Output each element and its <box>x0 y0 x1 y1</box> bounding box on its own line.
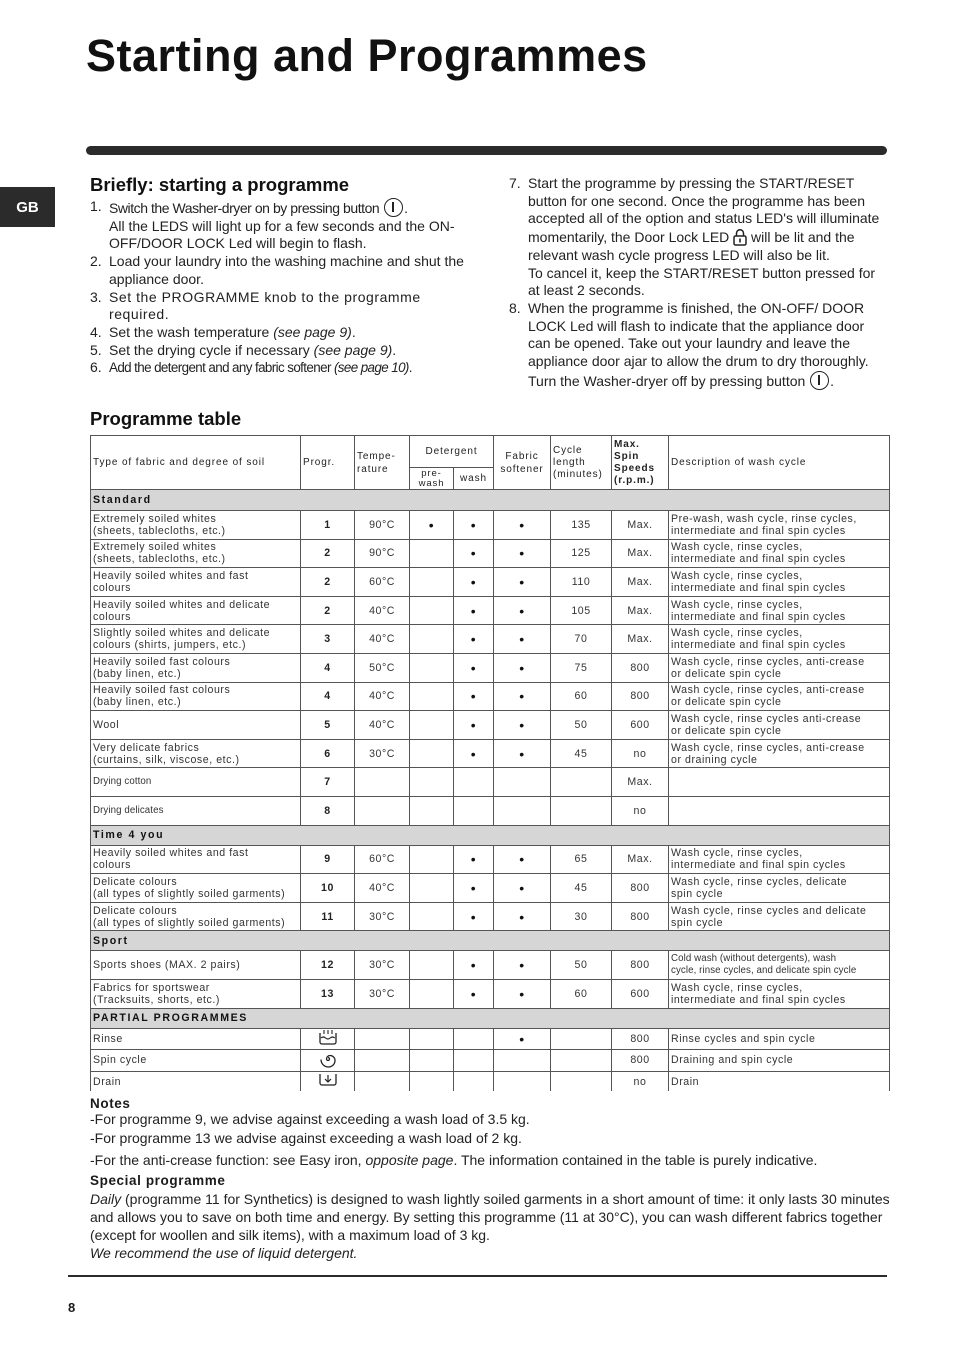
cycle-length-cell: 45 <box>551 739 612 768</box>
programme-number: 6 <box>301 739 355 768</box>
table-row <box>91 951 890 980</box>
spin-speed-cell: 800 <box>612 653 669 682</box>
pre-cell <box>410 1049 454 1071</box>
header-rule <box>86 146 887 155</box>
programme-table-body <box>91 490 890 1093</box>
fabric-cell: Rinse <box>91 1028 301 1049</box>
description-cell: Wash cycle, rinse cycles, intermediate and final spin cycles <box>669 539 890 568</box>
header-fabric: Type of fabric and degree of soil <box>91 436 301 490</box>
step-7: 7. Start the programme by pressing the START/RESET button for one second. Once the programme has been accepted all of the option and status LED's will illuminate momentarily, the Door Lock LED will be lit and the relevant wash cycle progress LED will also be lit. To cancel it, keep the START/RESET button pressed for at least 2 seconds. <box>509 175 880 299</box>
pre-cell <box>410 739 454 768</box>
fabric-cell: Extremely soiled whites (sheets, tablecloths, etc.) <box>91 511 301 540</box>
soft-cell <box>494 1049 551 1071</box>
pre-cell <box>410 768 454 797</box>
spin-speed-cell: Max. <box>612 539 669 568</box>
header-max-spin: Max. Spin Speeds (r.p.m.) <box>612 436 669 490</box>
table-row <box>91 1071 890 1092</box>
fabric-cell: Fabrics for sportswear (Tracksuits, shorts, etc.) <box>91 979 301 1008</box>
wash-cell: • <box>454 845 494 874</box>
table-row <box>91 874 890 903</box>
temperature-cell: 90°C <box>355 539 410 568</box>
spin-speed-cell: 800 <box>612 902 669 931</box>
programme-number: 2 <box>301 539 355 568</box>
table-row <box>91 739 890 768</box>
description-cell: Drain <box>669 1071 890 1092</box>
section-row <box>91 931 890 951</box>
pre-cell <box>410 1028 454 1049</box>
spin-speed-cell: Max. <box>612 845 669 874</box>
spin-speed-cell: 800 <box>612 951 669 980</box>
temperature-cell: 30°C <box>355 902 410 931</box>
spin-speed-cell: 600 <box>612 979 669 1008</box>
language-tab: GB <box>0 187 55 227</box>
pre-cell <box>410 711 454 740</box>
fabric-cell: Heavily soiled whites and fast colours <box>91 568 301 597</box>
fabric-cell: Wool <box>91 711 301 740</box>
description-cell: Rinse cycles and spin cycle <box>669 1028 890 1049</box>
fabric-cell: Sports shoes (MAX. 2 pairs) <box>91 951 301 980</box>
soft-cell: • <box>494 539 551 568</box>
rinse-icon <box>318 1036 338 1048</box>
description-cell: Draining and spin cycle <box>669 1049 890 1071</box>
description-cell: Cold wash (without detergents), wash cycle, rinse cycles, and delicate spin cycle <box>669 951 890 980</box>
header-fabric-softener: Fabric softener <box>494 436 551 490</box>
soft-cell: • <box>494 951 551 980</box>
programme-icon-cell <box>301 1071 355 1092</box>
wash-cell: • <box>454 682 494 711</box>
soft-cell: • <box>494 739 551 768</box>
cycle-length-cell: 50 <box>551 711 612 740</box>
header-temperature: Tempe- rature <box>355 436 410 490</box>
soft-cell: • <box>494 845 551 874</box>
cycle-length-cell: 65 <box>551 845 612 874</box>
soft-cell <box>494 1071 551 1092</box>
temperature-cell: 40°C <box>355 682 410 711</box>
description-cell <box>669 768 890 797</box>
steps-list-right <box>509 175 889 390</box>
spin-speed-cell: Max. <box>612 596 669 625</box>
header-cycle-length: Cycle length (minutes) <box>551 436 612 490</box>
temperature-cell: 30°C <box>355 979 410 1008</box>
wash-cell: • <box>454 874 494 903</box>
wash-cell <box>454 796 494 825</box>
special-programme-text: Daily (programme 11 for Synthetics) is designed to wash lightly soiled garments in a short amount of time: it only lasts 30 minutes and allows you to save on both time and energy. By setting this programme (11 at 30°C), you can wash different fabrics together (except for woollen and silk items), with a maximum load of 3 kg. We recommend the use of liquid detergent. <box>90 1191 890 1261</box>
temperature-cell: 30°C <box>355 739 410 768</box>
fabric-cell: Drying delicates <box>91 796 301 825</box>
programme-number: 7 <box>301 768 355 797</box>
fabric-cell: Extremely soiled whites (sheets, tablecloths, etc.) <box>91 539 301 568</box>
table-row <box>91 625 890 654</box>
spin-speed-cell: no <box>612 1071 669 1092</box>
temperature-cell: 50°C <box>355 653 410 682</box>
spin-speed-cell: Max. <box>612 568 669 597</box>
note-3: -For the anti-crease function: see Easy iron, opposite page. The information contained in the table is purely indicative. <box>90 1152 818 1168</box>
description-cell: Wash cycle, rinse cycles anti-crease or delicate spin cycle <box>669 711 890 740</box>
programme-number: 9 <box>301 845 355 874</box>
table-row <box>91 511 890 540</box>
header-description: Description of wash cycle <box>669 436 890 490</box>
fabric-cell: Heavily soiled fast colours (baby linen, etc.) <box>91 653 301 682</box>
temperature-cell <box>355 1071 410 1092</box>
wash-cell: • <box>454 539 494 568</box>
pre-cell <box>410 796 454 825</box>
temperature-cell: 40°C <box>355 874 410 903</box>
section-row <box>91 825 890 845</box>
spin-speed-cell: Max. <box>612 511 669 540</box>
programme-number: 1 <box>301 511 355 540</box>
soft-cell: • <box>494 711 551 740</box>
wash-cell: • <box>454 511 494 540</box>
fabric-cell: Delicate colours (all types of slightly soiled garments) <box>91 874 301 903</box>
soft-cell: • <box>494 625 551 654</box>
cycle-length-cell: 45 <box>551 874 612 903</box>
page-title: Starting and Programmes <box>86 30 648 81</box>
wash-cell <box>454 768 494 797</box>
programme-number: 8 <box>301 796 355 825</box>
cycle-length-cell: 135 <box>551 511 612 540</box>
table-row <box>91 902 890 931</box>
cycle-length-cell <box>551 796 612 825</box>
step-4: 4. Set the wash temperature (see page 9). <box>90 323 356 340</box>
description-cell: Pre-wash, wash cycle, rinse cycles, intermediate and final spin cycles <box>669 511 890 540</box>
drain-icon <box>318 1079 338 1091</box>
table-row <box>91 596 890 625</box>
table-row <box>91 1049 890 1071</box>
door-lock-icon <box>733 228 747 246</box>
header-wash: wash <box>454 468 494 490</box>
wash-cell: • <box>454 951 494 980</box>
section-row <box>91 490 890 511</box>
soft-cell: • <box>494 568 551 597</box>
temperature-cell: 60°C <box>355 845 410 874</box>
programme-number: 3 <box>301 625 355 654</box>
programme-icon-cell <box>301 1049 355 1071</box>
pre-cell <box>410 845 454 874</box>
temperature-cell <box>355 1049 410 1071</box>
steps-list-left <box>90 198 466 377</box>
spin-speed-cell: 800 <box>612 874 669 903</box>
table-row <box>91 711 890 740</box>
description-cell: Wash cycle, rinse cycles and delicate spin cycle <box>669 902 890 931</box>
fabric-cell: Spin cycle <box>91 1049 301 1071</box>
programme-number: 12 <box>301 951 355 980</box>
spin-speed-cell: 800 <box>612 1028 669 1049</box>
pre-cell <box>410 874 454 903</box>
temperature-cell: 30°C <box>355 951 410 980</box>
fabric-cell: Drain <box>91 1071 301 1092</box>
step-6: 6. Add the detergent and any fabric softener (see page 10). <box>90 359 412 376</box>
cycle-length-cell: 70 <box>551 625 612 654</box>
section-label: Standard <box>91 490 890 511</box>
note-1: -For programme 9, we advise against exceeding a wash load of 3.5 kg. <box>90 1111 530 1127</box>
pre-cell <box>410 596 454 625</box>
cycle-length-cell: 50 <box>551 951 612 980</box>
soft-cell <box>494 796 551 825</box>
cycle-length-cell <box>551 1028 612 1049</box>
power-button-icon <box>810 371 829 390</box>
table-row <box>91 539 890 568</box>
note-2: -For programme 13 we advise against exceeding a wash load of 2 kg. <box>90 1130 522 1146</box>
fabric-cell: Drying cotton <box>91 768 301 797</box>
cycle-length-cell: 125 <box>551 539 612 568</box>
spin-icon <box>319 1059 337 1071</box>
section-row <box>91 1008 890 1028</box>
wash-cell: • <box>454 739 494 768</box>
temperature-cell: 40°C <box>355 625 410 654</box>
table-row <box>91 653 890 682</box>
programme-number: 5 <box>301 711 355 740</box>
footer-rule <box>68 1275 887 1277</box>
pre-cell <box>410 902 454 931</box>
programme-number: 13 <box>301 979 355 1008</box>
cycle-length-cell: 75 <box>551 653 612 682</box>
cycle-length-cell: 60 <box>551 682 612 711</box>
description-cell: Wash cycle, rinse cycles, intermediate and final spin cycles <box>669 596 890 625</box>
soft-cell: • <box>494 511 551 540</box>
wash-cell: • <box>454 902 494 931</box>
description-cell: Wash cycle, rinse cycles, anti-crease or delicate spin cycle <box>669 653 890 682</box>
description-cell <box>669 796 890 825</box>
spin-speed-cell: 600 <box>612 711 669 740</box>
header-prewash: pre- wash <box>410 468 454 490</box>
step-8: 8. When the programme is finished, the ON-OFF/ DOOR LOCK Led will flash to indicate that the appliance door can be opened. Take out your laundry and leave the appliance door ajar to allow the drum to dry thoroughly. Turn the Washer-dryer off by pressing button . <box>509 299 869 389</box>
pre-cell <box>410 653 454 682</box>
temperature-cell <box>355 768 410 797</box>
pre-cell <box>410 539 454 568</box>
table-row <box>91 979 890 1008</box>
spin-speed-cell: 800 <box>612 682 669 711</box>
cycle-length-cell <box>551 768 612 797</box>
section-label: Sport <box>91 931 890 951</box>
temperature-cell: 60°C <box>355 568 410 597</box>
cycle-length-cell <box>551 1049 612 1071</box>
pre-cell <box>410 625 454 654</box>
description-cell: Wash cycle, rinse cycles, intermediate and final spin cycles <box>669 568 890 597</box>
fabric-cell: Heavily soiled fast colours (baby linen, etc.) <box>91 682 301 711</box>
section-label: PARTIAL PROGRAMMES <box>91 1008 890 1028</box>
page-number: 8 <box>68 1300 76 1315</box>
programme-number: 11 <box>301 902 355 931</box>
header-progr: Progr. <box>301 436 355 490</box>
spin-speed-cell: Max. <box>612 625 669 654</box>
temperature-cell: 40°C <box>355 596 410 625</box>
spin-speed-cell: no <box>612 739 669 768</box>
step-3: 3. Set the PROGRAMME knob to the programme required. <box>90 288 421 323</box>
step-1: 1. Switch the Washer-dryer on by pressing button . All the LEDS will light up for a few seconds and the ON-OFF/DOOR LOCK Led will begin to flash. <box>90 198 455 252</box>
wash-cell: • <box>454 653 494 682</box>
fabric-cell: Heavily soiled whites and delicate colours <box>91 596 301 625</box>
soft-cell: • <box>494 653 551 682</box>
soft-cell: • <box>494 596 551 625</box>
description-cell: Wash cycle, rinse cycles, anti-crease or draining cycle <box>669 739 890 768</box>
programme-number: 10 <box>301 874 355 903</box>
soft-cell: • <box>494 902 551 931</box>
spin-speed-cell: Max. <box>612 768 669 797</box>
table-row <box>91 768 890 797</box>
description-cell: Wash cycle, rinse cycles, intermediate and final spin cycles <box>669 625 890 654</box>
programme-number: 2 <box>301 568 355 597</box>
programme-table <box>90 435 890 1093</box>
special-programme-heading: Special programme <box>90 1173 226 1188</box>
pre-cell: • <box>410 511 454 540</box>
programme-number: 4 <box>301 682 355 711</box>
programme-number: 2 <box>301 596 355 625</box>
section-label: Time 4 you <box>91 825 890 845</box>
soft-cell: • <box>494 979 551 1008</box>
description-cell: Wash cycle, rinse cycles, intermediate and final spin cycles <box>669 845 890 874</box>
table-row <box>91 682 890 711</box>
power-button-icon <box>384 198 403 217</box>
cycle-length-cell <box>551 1071 612 1092</box>
header-detergent: Detergent <box>410 436 494 468</box>
programme-table-heading: Programme table <box>90 408 242 429</box>
description-cell: Wash cycle, rinse cycles, delicate spin cycle <box>669 874 890 903</box>
wash-cell: • <box>454 625 494 654</box>
pre-cell <box>410 682 454 711</box>
wash-cell <box>454 1049 494 1071</box>
spin-speed-cell: no <box>612 796 669 825</box>
table-row <box>91 796 890 825</box>
cycle-length-cell: 60 <box>551 979 612 1008</box>
temperature-cell: 40°C <box>355 711 410 740</box>
step-2: 2. Load your laundry into the washing machine and shut the appliance door. <box>90 253 464 287</box>
wash-cell: • <box>454 568 494 597</box>
soft-cell: • <box>494 874 551 903</box>
cycle-length-cell: 110 <box>551 568 612 597</box>
temperature-cell: 90°C <box>355 511 410 540</box>
table-row <box>91 1028 890 1049</box>
pre-cell <box>410 951 454 980</box>
description-cell: Wash cycle, rinse cycles, intermediate and final spin cycles <box>669 979 890 1008</box>
table-row <box>91 845 890 874</box>
soft-cell <box>494 768 551 797</box>
description-cell: Wash cycle, rinse cycles, anti-crease or delicate spin cycle <box>669 682 890 711</box>
fabric-cell: Heavily soiled whites and fast colours <box>91 845 301 874</box>
fabric-cell: Delicate colours (all types of slightly soiled garments) <box>91 902 301 931</box>
pre-cell <box>410 979 454 1008</box>
cycle-length-cell: 105 <box>551 596 612 625</box>
briefly-heading: Briefly: starting a programme <box>90 174 350 195</box>
step-5: 5. Set the drying cycle if necessary (see page 9). <box>90 341 397 358</box>
temperature-cell <box>355 796 410 825</box>
table-row <box>91 568 890 597</box>
soft-cell: • <box>494 1028 551 1049</box>
pre-cell <box>410 1071 454 1092</box>
wash-cell: • <box>454 711 494 740</box>
notes-heading: Notes <box>90 1096 131 1111</box>
wash-cell: • <box>454 596 494 625</box>
pre-cell <box>410 568 454 597</box>
wash-cell <box>454 1071 494 1092</box>
soft-cell: • <box>494 682 551 711</box>
wash-cell <box>454 1028 494 1049</box>
programme-number: 4 <box>301 653 355 682</box>
programme-icon-cell <box>301 1028 355 1049</box>
temperature-cell <box>355 1028 410 1049</box>
spin-speed-cell: 800 <box>612 1049 669 1071</box>
wash-cell: • <box>454 979 494 1008</box>
fabric-cell: Very delicate fabrics (curtains, silk, viscose, etc.) <box>91 739 301 768</box>
cycle-length-cell: 30 <box>551 902 612 931</box>
fabric-cell: Slightly soiled whites and delicate colours (shirts, jumpers, etc.) <box>91 625 301 654</box>
